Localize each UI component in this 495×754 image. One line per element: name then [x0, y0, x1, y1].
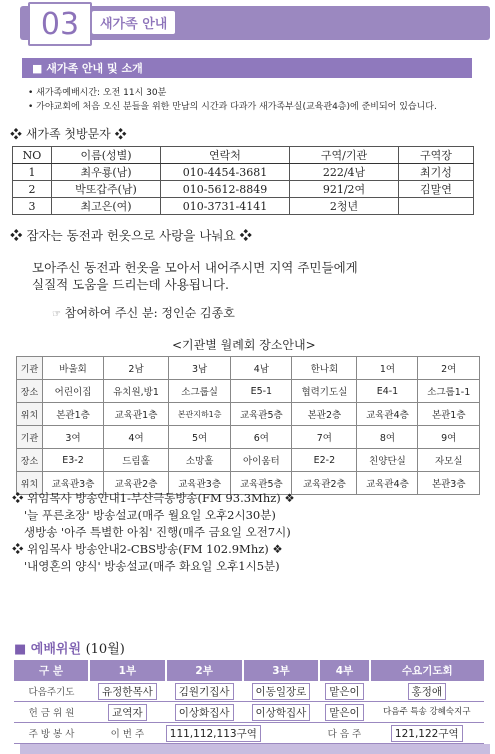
row-label: 위치: [17, 403, 43, 426]
table-row: [14, 681, 484, 702]
cell: 소망홀: [168, 449, 230, 472]
cell: 본관지하1층: [168, 403, 230, 426]
broadcast-line-3: 생방송 '아주 특별한 아침' 진행(매주 금요일 오전7시): [24, 525, 291, 539]
cell: 맡은이: [325, 704, 363, 721]
row-label: 헌 금 위 원: [14, 702, 89, 723]
row-label: 기관: [17, 426, 43, 449]
cell: 222/4남: [290, 164, 399, 181]
table-row: [17, 380, 480, 403]
cell: 최우룡(남): [52, 164, 161, 181]
cell: 2남: [104, 357, 169, 380]
worship-title: [14, 638, 125, 657]
info-line-time: • 새가족예배시간: 오전 11시 30분: [28, 88, 167, 98]
cell: 9여: [418, 426, 480, 449]
contributors-text: 참여하여 주신 분: 정인순 김종호: [64, 306, 235, 320]
info-line-room: • 가야교회에 처음 오신 분들을 위한 만남의 시간과 다과가 새가족부실(교육관4층)에 준비되어 있습니다.: [28, 102, 437, 112]
row-label: 위치: [17, 472, 43, 495]
cell: 이상화집사: [175, 704, 234, 721]
cell: 2: [13, 181, 52, 198]
cell: 교육관1층: [104, 403, 169, 426]
next-week-label: 다 음 주: [319, 723, 369, 744]
worship-title-text: ■ 예배위원: [14, 642, 82, 657]
cell: 박또갑주(남): [52, 181, 161, 198]
this-week-label: 이 번 주: [89, 723, 166, 744]
table-row: [17, 449, 480, 472]
cell: E4-1: [357, 380, 418, 403]
page-title: 새가족 안내: [92, 11, 175, 34]
section-bar: ■ 새가족 안내 및 소개: [22, 58, 472, 78]
cell: 협력기도실: [292, 380, 357, 403]
col-header: 수요기도회: [370, 660, 484, 681]
cell: 교육관3층: [168, 472, 230, 495]
table-row: [17, 403, 480, 426]
cell: 교육관2층: [104, 472, 169, 495]
col-header: 구 분: [14, 660, 89, 681]
cell: 6여: [231, 426, 292, 449]
cell: 한나회: [292, 357, 357, 380]
cell: 3: [13, 198, 52, 215]
col-leader: 구역장: [399, 147, 474, 164]
cell: 8여: [357, 426, 418, 449]
cell: 소그룹실: [168, 380, 230, 403]
contributors-line: [52, 304, 235, 321]
visitors-title: ❖ 새가족 첫방문자 ❖: [10, 127, 127, 141]
table-row: [14, 702, 484, 723]
cell: 맡은이: [325, 683, 363, 700]
table-row: [14, 723, 484, 744]
venues-title: <기관별 월례회 장소안내>: [172, 338, 316, 352]
row-label: 주 방 봉 사: [14, 723, 89, 744]
cell: 교육관4층: [357, 472, 418, 495]
broadcast-line-2: '늘 푸른초장' 방송설교(매주 월요일 오후2시30분): [24, 508, 276, 522]
cell: 어린이집: [43, 380, 104, 403]
cell: 바울회: [43, 357, 104, 380]
sharing-title: ❖ 잠자는 동전과 헌옷으로 사랑을 나눠요 ❖: [10, 228, 253, 243]
cell: 교육관4층: [357, 403, 418, 426]
cell: 921/2여: [290, 181, 399, 198]
row-label: 기관: [17, 357, 43, 380]
cell: 홍정애: [408, 683, 446, 700]
cell: 010-3731-4141: [161, 198, 290, 215]
table-row: [13, 181, 474, 198]
row-label: 장소: [17, 380, 43, 403]
cell: 교육관5층: [231, 472, 292, 495]
cell: 3남: [168, 357, 230, 380]
col-name: 이름(성별): [52, 147, 161, 164]
cell: 1여: [357, 357, 418, 380]
row-label: 다음주기도: [14, 681, 89, 702]
cell: 본관2층: [292, 403, 357, 426]
col-no: NO: [13, 147, 52, 164]
sharing-body-1: 모아주신 동전과 헌옷을 모아서 내어주시면 지역 주민들에게: [32, 260, 358, 275]
cell: 본관1층: [43, 403, 104, 426]
cell: 최고은(여): [52, 198, 161, 215]
visitors-table: [12, 146, 474, 215]
cell: 김말연: [399, 181, 474, 198]
col-header: 3부: [243, 660, 320, 681]
cell: 유정한목사: [98, 683, 157, 700]
venues-table: [16, 356, 480, 495]
this-week-value: 111,112,113구역: [166, 725, 261, 742]
cell: 4남: [231, 357, 292, 380]
cell: [399, 198, 474, 215]
broadcast-line-5: '내영혼의 양식' 방송설교(매주 화요일 오후1시5분): [24, 559, 280, 573]
worship-month: (10월): [85, 642, 125, 657]
broadcast-line-4: ❖ 위임목사 방송안내2-CBS방송(FM 102.9Mhz) ❖: [12, 542, 283, 556]
cell: 교육관5층: [231, 403, 292, 426]
table-row: [13, 164, 474, 181]
col-header: 4부: [319, 660, 369, 681]
cell: 010-4454-3681: [161, 164, 290, 181]
row-label: 장소: [17, 449, 43, 472]
cell: 7여: [292, 426, 357, 449]
cell: 친양단실: [357, 449, 418, 472]
broadcast-line-1: ❖ 위임목사 방송안내1-부산극동방송(FM 93.3Mhz) ❖: [12, 491, 295, 505]
cell: 1: [13, 164, 52, 181]
cell: 아이움터: [231, 449, 292, 472]
cell: 드림홀: [104, 449, 169, 472]
cell: 교육관2층: [292, 472, 357, 495]
cell: 2여: [418, 357, 480, 380]
cell: 이상학집사: [252, 704, 311, 721]
cell: 3여: [43, 426, 104, 449]
cell: 4여: [104, 426, 169, 449]
cell: 김원기집사: [175, 683, 234, 700]
cell: 교역자: [108, 704, 146, 721]
next-week-value: 121,122구역: [391, 725, 463, 742]
cell: 010-5612-8849: [161, 181, 290, 198]
table-row: [17, 426, 480, 449]
cell: 자모실: [418, 449, 480, 472]
cell: 소그룹1-1: [418, 380, 480, 403]
cell: 유치원,방1: [104, 380, 169, 403]
cell: 이동일장로: [252, 683, 311, 700]
cell: E5-1: [231, 380, 292, 403]
col-header: 2부: [166, 660, 243, 681]
cell: 교육관3층: [43, 472, 104, 495]
cell: 2청년: [290, 198, 399, 215]
pointing-hand-icon: ☞: [52, 309, 61, 320]
cell: 본관3층: [418, 472, 480, 495]
cell: 최기성: [399, 164, 474, 181]
table-header-row: [13, 147, 474, 164]
col-header: 1부: [89, 660, 166, 681]
col-district: 구역/기관: [290, 147, 399, 164]
table-row: [17, 357, 480, 380]
cell: 5여: [168, 426, 230, 449]
cell: 본관1층: [418, 403, 480, 426]
cell: E2-2: [292, 449, 357, 472]
cell: E3-2: [43, 449, 104, 472]
section-number: 03: [28, 2, 92, 46]
bottom-band: [20, 744, 490, 754]
cell: 다음주 특송 강혜숙지구: [383, 706, 471, 717]
col-phone: 연락처: [161, 147, 290, 164]
table-header-row: [14, 660, 484, 681]
worship-table: [14, 660, 484, 744]
sharing-body-2: 실질적 도움을 드리는데 사용됩니다.: [32, 277, 230, 292]
table-row: [13, 198, 474, 215]
